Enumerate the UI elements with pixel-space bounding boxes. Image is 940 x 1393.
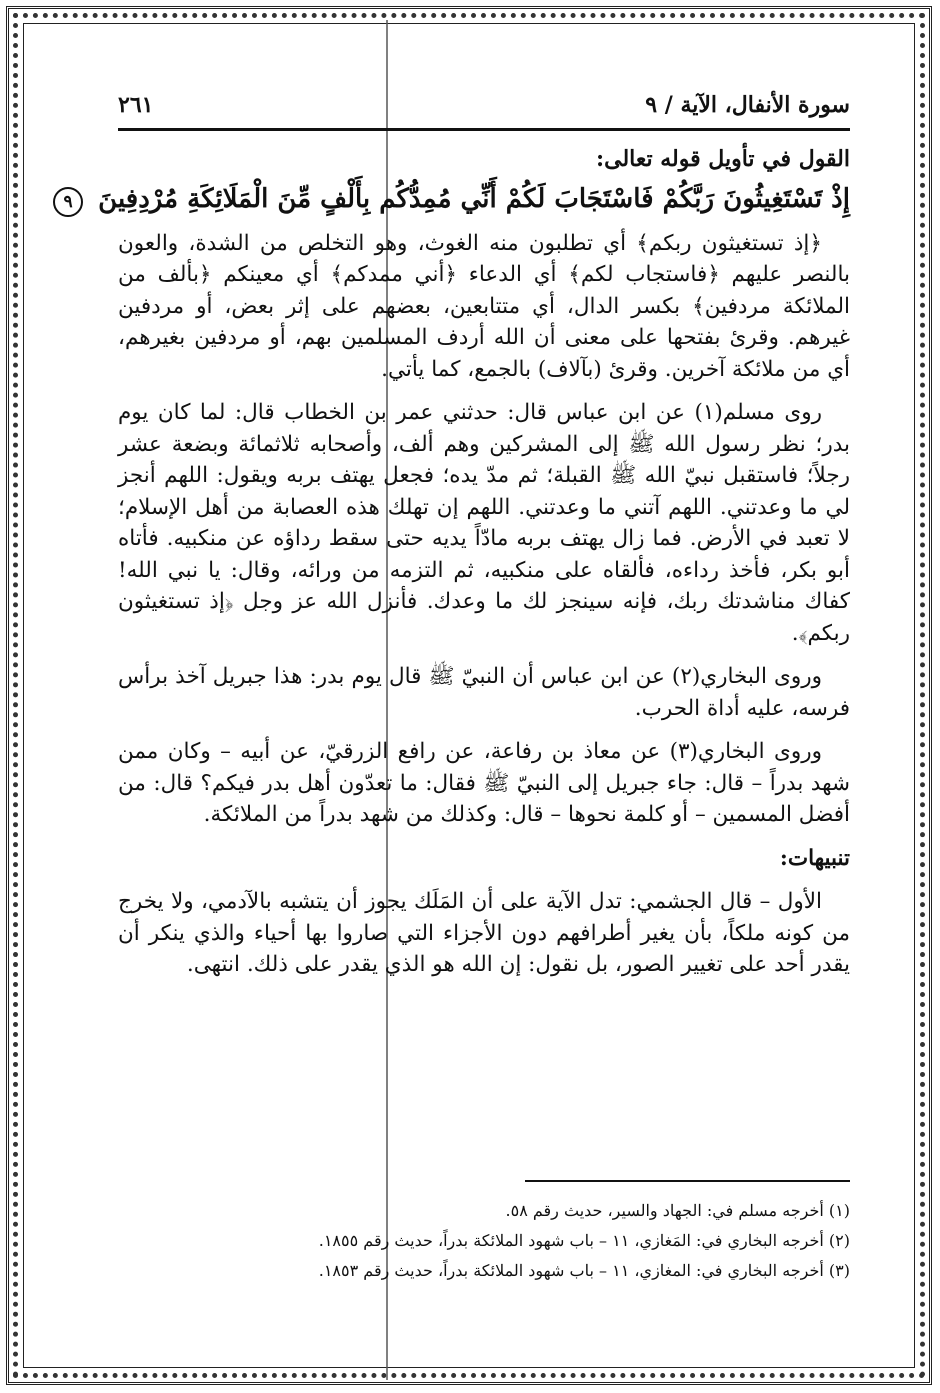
ayah-text: إِذْ تَسْتَغِيثُونَ رَبَّكُمْ فَاسْتَجَابَ لَكُمْ أَنِّي مُمِدُّكُم بِأَلْفٍ مِّنَ الْمَلَائِكَةِ مُرْدِفِينَ <box>98 183 850 214</box>
paragraph-bukhari-hadith-1: وروى البخاري(٢) عن ابن عباس أن النبيّ ﷺ قال يوم بدر: هذا جبريل آخذ برأس فرسه، عليه أداة الحرب. <box>118 664 850 721</box>
surah-reference: سورة الأنفال، الآية / ٩ <box>645 92 850 118</box>
paragraph-tanbih-first: الأول – قال الجشمي: تدل الآية على أن المَلَك يجوز أن يتشبه بالآدمي، ولا يخرج من كونه ملكاً، بأن يغير أطرافهم دون الأجزاء التي صاروا بها أحياء والذي ينكر أن يقدر أحد على تغيير الصور، بل نقول: إن الله هو الذي يقدر على ذلك. انتهى. <box>118 889 850 977</box>
running-header <box>118 82 850 131</box>
footnote-3: (٣) أخرجه البخاري في: المغازي، ١١ – باب شهود الملائكة بدراً، حديث رقم ١٨٥٣. <box>318 1261 850 1280</box>
footnotes <box>118 1196 850 1286</box>
ayah-verse <box>63 180 850 218</box>
paragraph-muslim-hadith: روى مسلم(١) عن ابن عباس قال: حدثني عمر بن الخطاب قال: لما كان يوم بدر؛ نظر رسول الله ﷺ إلى المشركين وهم ألف، وأصحابه ثلاثمائة وبضعة عشر رجلاً؛ فاستقبل نبيّ الله ﷺ القبلة؛ ثم مدّ يده؛ فجعل يهتف بربه ويقول: اللهم أنجز لي ما وعدتني. اللهم آتني ما وعدتني. اللهم إن تهلك هذه العصابة من أهل الإسلام؛ لا تعبد في الأرض. فما زال يهتف بربه مادّاً يديه حتى سقط رداؤه عن منكبيه. فأتاه أبو بكر، فأخذ رداءه، فألقاه على منكبيه، ثم التزمه من ورائه، وقال: يا نبي الله! كفاك مناشدتك ربك، فإنه سينجز لك ما وعدك. فأنزل الله عز وجل ﴿إذ تستغيثون ربكم﴾. <box>118 400 850 646</box>
paragraph-commentary: ﴿إذ تستغيثون ربكم﴾ أي تطلبون منه الغوث، وهو التخلص من الشدة، والعون بالنصر عليهم ﴿فاستجاب لكم﴾ أي الدعاء ﴿أني ممدكم﴾ أي معينكم ﴿بألف من الملائكة مردفين﴾ بكسر الدال، أي متتابعين، بعضهم على إثر بعض، أو مردفين غيرهم. وقرئ بفتحها على معنى أن الله أردف المسلمين بهم، أو مردفين بغيرهم، أي من ملائكة آخرين. وقرئ (بآلاف) بالجمع، كما يأتي. <box>118 230 850 382</box>
main-text <box>63 140 850 993</box>
ayah-number: ٩ <box>53 187 83 217</box>
tanbihat-heading: تنبيهات: <box>779 845 850 871</box>
paragraph-bukhari-hadith-2: وروى البخاري(٣) عن معاذ بن رفاعة، عن رافع الزرقيّ، عن أبيه – وكان ممن شهد بدراً – قال: جاء جبريل إلى النبيّ ﷺ فقال: ما تعدّون أهل بدر فيكم؟ قال: من أفضل المسمين – أو كلمة نحوها – قال: وكذلك من شهد بدراً من الملائكة. <box>118 739 850 827</box>
footnote-1: (١) أخرجه مسلم في: الجهاد والسير، حديث رقم ٥٨. <box>505 1201 850 1220</box>
section-heading: القول في تأويل قوله تعالى: <box>596 146 850 172</box>
footnote-2: (٢) أخرجه البخاري في: المَغازي، ١١ – باب شهود الملائكة بدراً، حديث رقم ١٨٥٥. <box>318 1231 850 1250</box>
footnote-separator <box>525 1180 850 1182</box>
page-number: ٢٦١ <box>118 92 154 118</box>
